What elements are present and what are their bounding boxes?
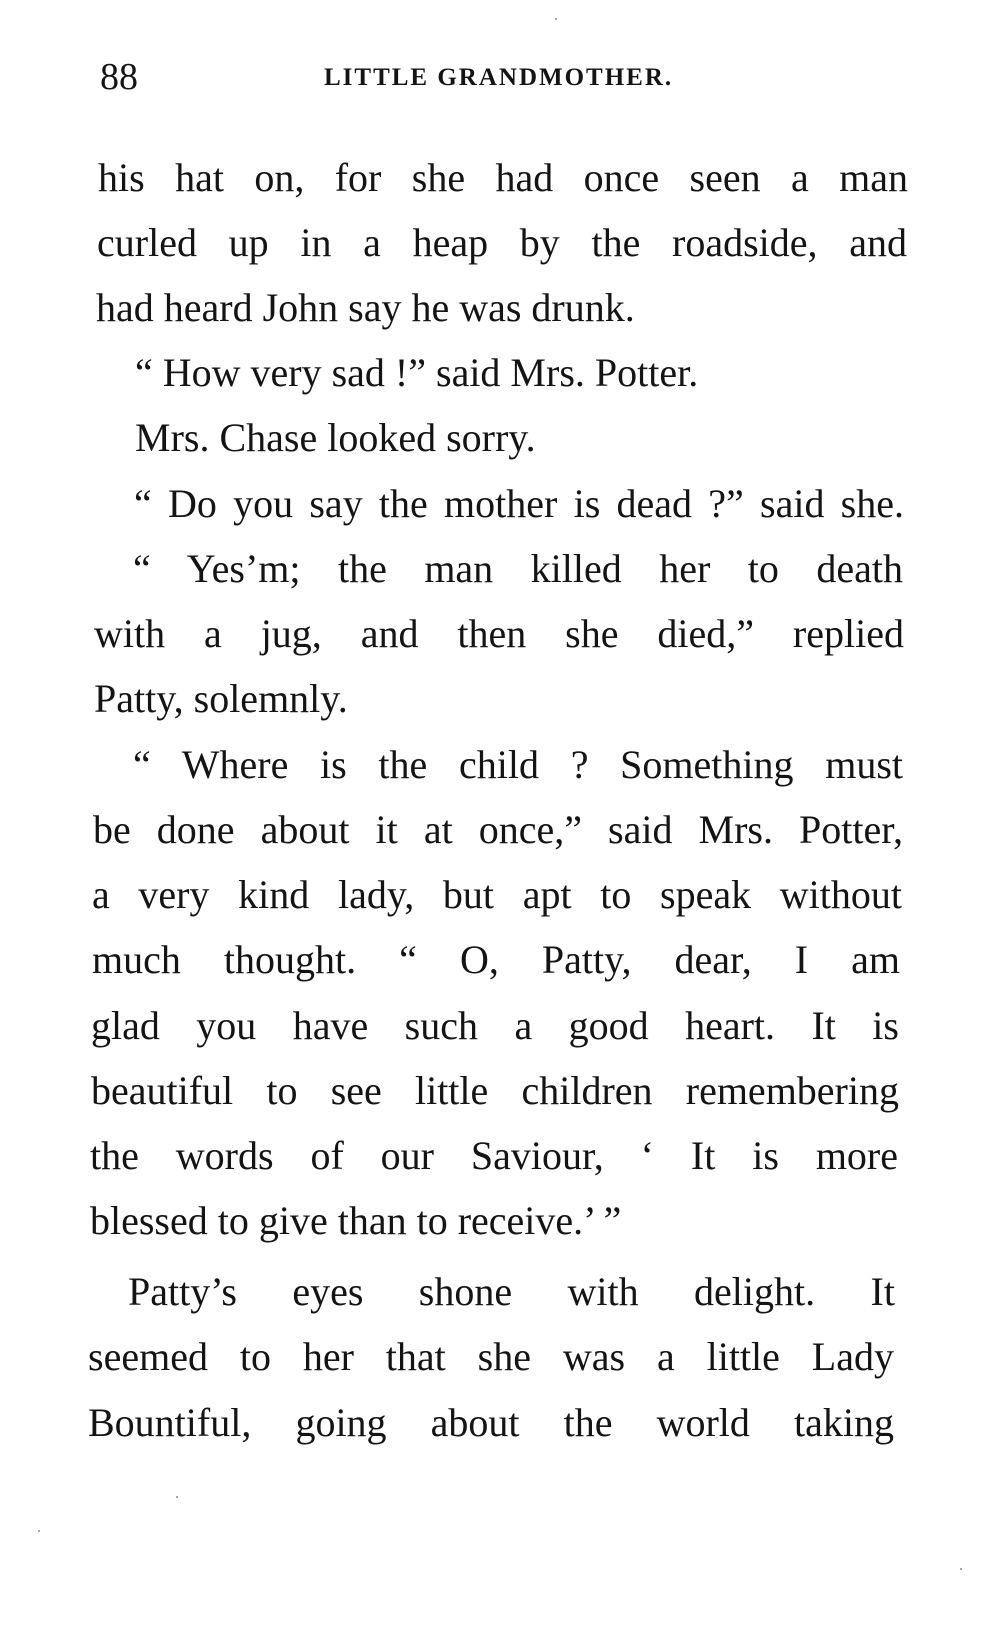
text-line: blessed to give than to receive.’ ” <box>90 1198 622 1243</box>
text-line: glad you have such a good heart. It is <box>91 1003 899 1048</box>
text-line: beautiful to see little children remembering <box>91 1068 899 1113</box>
text-line: “ Yes’m; the man killed her to death <box>133 546 903 591</box>
page-number: 88 <box>100 56 138 98</box>
text-line: Bountiful, going about the world taking <box>88 1400 894 1445</box>
text-line: “ Do you say the mother is dead ?” said she. <box>134 481 904 526</box>
text-line: his hat on, for she had once seen a man <box>98 155 908 200</box>
scan-speck <box>960 1568 962 1570</box>
scan-speck <box>38 1530 40 1532</box>
text-line: Patty’s eyes shone with delight. It <box>128 1269 895 1314</box>
text-line: curled up in a heap by the roadside, and <box>97 220 907 265</box>
page-header <box>100 52 860 102</box>
text-line: be done about it at once,” said Mrs. Potter, <box>93 807 903 852</box>
scan-speck <box>176 1496 178 1498</box>
text-line: “ Where is the child ? Something must <box>133 742 903 787</box>
text-line: a very kind lady, but apt to speak without <box>92 872 902 917</box>
text-line: the words of our Saviour, ‘ It is more <box>90 1133 898 1178</box>
text-line: “ How very sad !” said Mrs. Potter. <box>135 350 699 395</box>
scan-speck <box>555 18 557 20</box>
text-line: with a jug, and then she died,” replied <box>94 611 904 656</box>
text-line: much thought. “ O, Patty, dear, I am <box>92 937 900 982</box>
text-line: Patty, solemnly. <box>94 676 348 721</box>
text-line: Mrs. Chase looked sorry. <box>135 415 536 460</box>
text-line: had heard John say he was drunk. <box>96 285 635 330</box>
running-title: LITTLE GRANDMOTHER. <box>324 64 674 91</box>
text-line: seemed to her that she was a little Lady <box>88 1334 894 1379</box>
